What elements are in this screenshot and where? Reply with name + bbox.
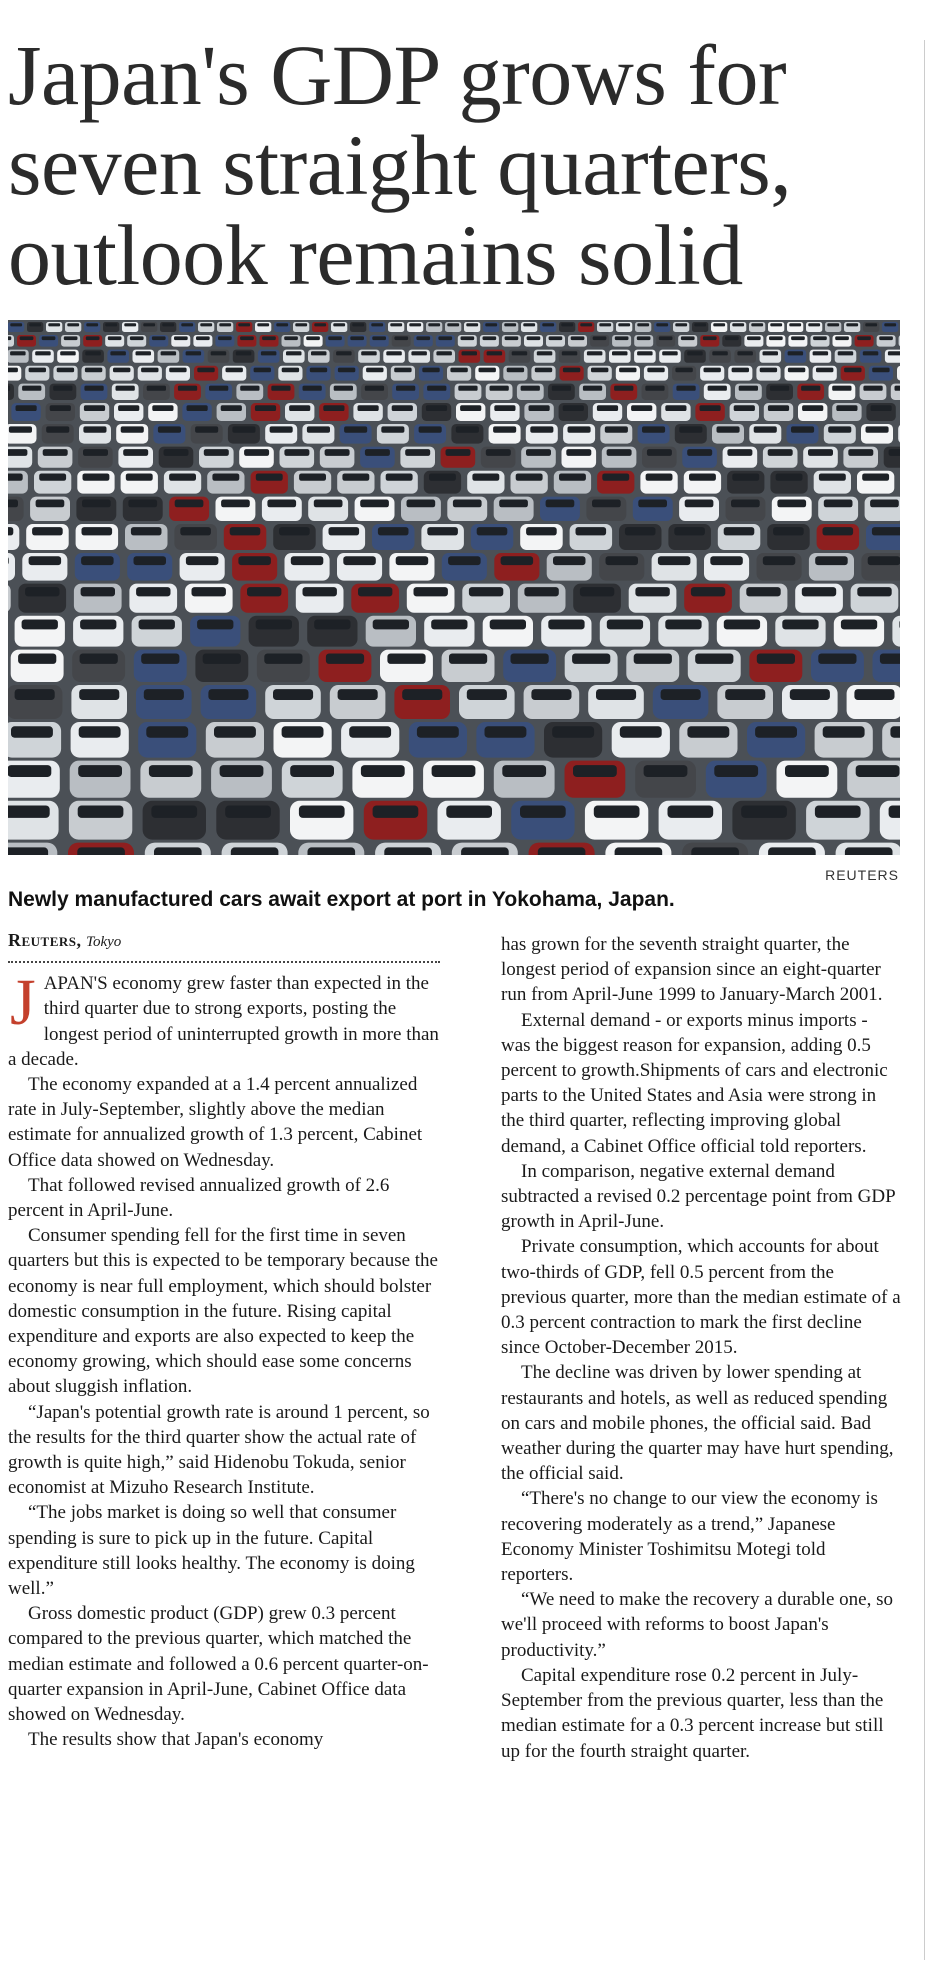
article-paragraph: Private consumption, which accounts for about two-thirds of GDP, fell 0.5 percent from the previous quarter, more than the median estimate of a 0.3 percent contraction to mark the first decline since October-December 2015. [501,1236,901,1359]
byline-agency: Reuters, [8,930,82,950]
article-paragraph: Capital expenditure rose 0.2 percent in July-September from the previous quarter, less than the median estimate for a 0.3 percent increase but still up for the fourth straight quarter. [501,1664,884,1762]
headline: Japan's GDP grows for seven straight quarters, outlook remains solid [8,27,792,303]
article-paragraph: That followed revised annualized growth of 2.6 percent in April-June. [8,1174,390,1222]
article-paragraph: The economy expanded at a 1.4 percent annualized rate in July-September, slightly above the median estimate for annualized growth of 1.3 percent, Cabinet Office data showed on Wednesday. [8,1074,423,1171]
article-paragraph: Gross domestic product (GDP) grew 0.3 percent compared to the previous quarter, which matched the median estimate and followed a 0.6 percent quarter-on-quarter expansion in April-June, Cabinet Office data showed on Wednesday. [8,1603,429,1726]
column-rule [924,40,925,1960]
article-paragraph: “The jobs market is doing so well that consumer spending is sure to pick up in the future. Capital expenditure still looks healthy. The economy is doing well.” [8,1502,415,1600]
article-paragraph: “There's no change to our view the economy is recovering moderately as a trend,” Japanese Economy Minister Toshimitsu Motegi told reporters. [501,1488,878,1586]
article-paragraph: JAPAN'S economy grew faster than expected in the third quarter due to strong exports, posting the longest period of uninterrupted growth in more than a decade. [8,966,439,1070]
photo-caption: Newly manufactured cars await export at port in Yokohama, Japan. [8,888,675,911]
article-paragraph: has grown for the seventh straight quarter, the longest period of expansion since an eight-quarter run from April-June 1999 to January-March 2001. [501,934,883,1006]
byline-city: Tokyo [86,934,122,950]
article-paragraph: The results show that Japan's economy [28,1729,324,1751]
cars-photo-illustration [8,320,900,855]
cars-photo [8,320,900,855]
article-paragraph: “Japan's potential growth rate is around 1 percent, so the results for the third quarter show the actual rate of growth is quite high,” said Hidenobu Tokuda, senior economist at Mizuho Research Institute. [8,1401,430,1499]
article-paragraph: The decline was driven by lower spending at restaurants and hotels, as well as reduced spending on cars and mobile phones, the official said. Bad weather during the quarter may have hurt spending, the official said. [501,1362,894,1485]
byline [8,928,440,963]
article-paragraph: “We need to make the recovery a durable one, so we'll proceed with reforms to boost Japan's productivity.” [501,1589,893,1661]
article-paragraph: External demand - or exports minus imports - was the biggest reason for expansion, adding 0.5 percent to growth.Shipments of cars and electronic parts to the United States and Asia were strong in the third quarter, reflecting improving global demand, a Cabinet Office official told reporters. [501,1009,888,1157]
article-column-left [8,928,440,1753]
article-paragraph: Consumer spending fell for the first time in seven quarters but this is expected to be temporary because the economy is near full employment, which should bolster domestic consumption in the future. Rising capital expenditure and exports are also expected to keep the economy growing, which should ease some concerns about sluggish inflation. [8,1225,438,1398]
drop-cap: J [10,966,36,1040]
photo-credit: REUTERS [825,867,899,883]
article-paragraph: In comparison, negative external demand subtracted a revised 0.2 percentage point from GDP growth in April-June. [501,1160,895,1233]
article-column-right [501,932,901,1764]
